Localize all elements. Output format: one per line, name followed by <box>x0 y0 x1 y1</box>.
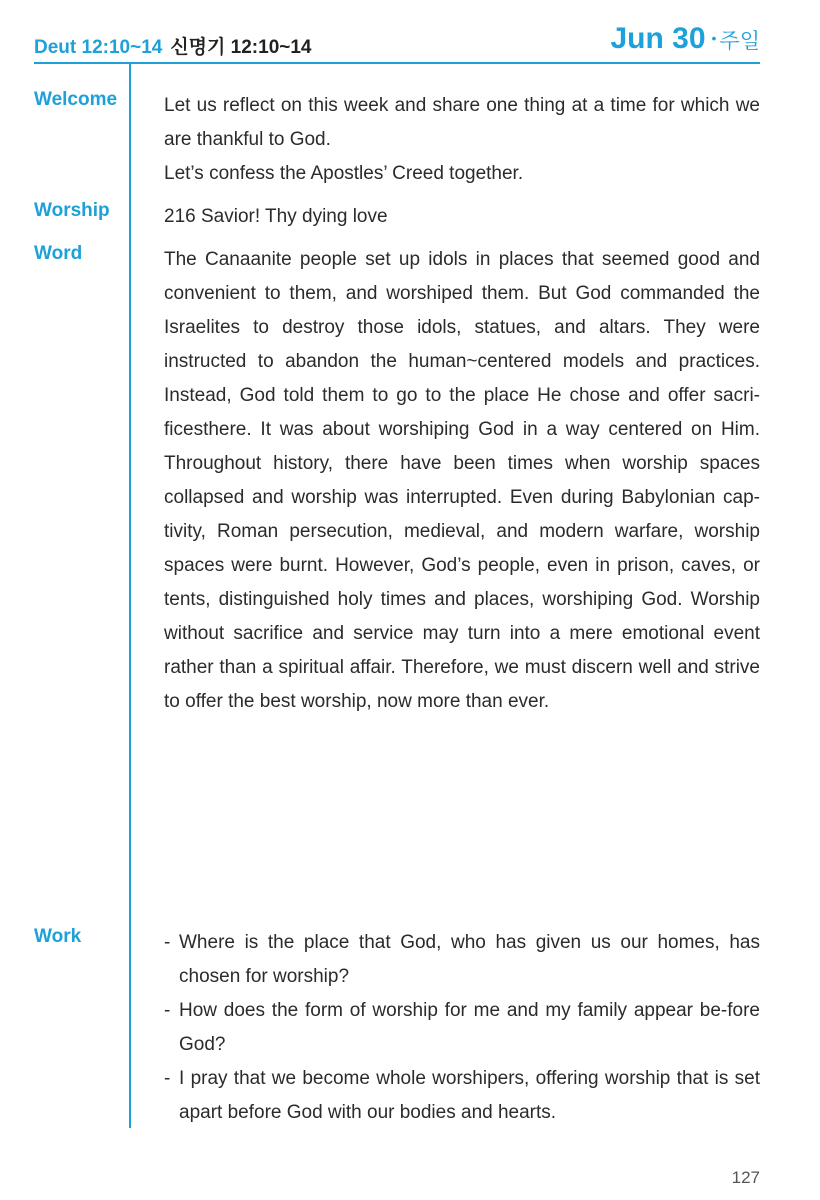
list-item: - I pray that we become whole worshipers, offering worship that is set apart before God with our bodies and hearts. <box>164 1062 760 1130</box>
date-block <box>610 22 760 56</box>
section-label-work: Work <box>34 926 82 947</box>
reference-english: Deut 12:10~14 <box>34 37 163 58</box>
list-item: - How does the form of worship for me and my family appear be-fore God? <box>164 994 760 1062</box>
bullet-separator: • <box>711 30 717 46</box>
section-label-welcome: Welcome <box>34 89 118 110</box>
worship-body <box>164 200 760 234</box>
header-divider <box>34 62 760 64</box>
welcome-line: Let us reflect on this week and share one thing at a time for which we are thankful to God. <box>164 95 760 150</box>
section-label-worship: Worship <box>34 200 110 221</box>
hymn-text: 216 Savior! Thy dying love <box>164 206 388 227</box>
page-number: 127 <box>731 1168 760 1187</box>
scripture-reference <box>34 32 312 59</box>
question-list <box>164 926 760 1130</box>
reference-korean: 신명기 12:10~14 <box>170 37 312 58</box>
section-label-word: Word <box>34 243 83 264</box>
list-item: - Where is the place that God, who has given us our homes, has chosen for worship? <box>164 926 760 994</box>
welcome-line: Let’s confess the Apostles’ Creed together. <box>164 163 524 184</box>
word-paragraph: The Canaanite people set up idols in places that seemed good and convenient to them, and worshiped them. But God commanded the Israelites to destroy those idols, statues, and altars. They were instructed to abandon the human~centered models and practices. Instead, God told them to go to the place He chose and offer sacri-ficesthere. It was about worshiping God in a way centered on Him. Throughout history, there have been times when worship spaces collapsed and worship was interrupted. Even during Babylonian cap-tivity, Roman persecution, medieval, and modern warfare, worship spaces were burnt. However, God’s people, even in prison, caves, or tents, distinguished holy times and places, worshiping God. Worship without sacrifice and service may turn into a mere emotional event rather than a spiritual affair. Therefore, we must discern well and strive to offer the best worship, now more than ever. <box>164 249 760 712</box>
welcome-body <box>164 89 760 191</box>
day-label: 주일 <box>719 30 760 53</box>
date: Jun 30 <box>610 22 706 55</box>
column-divider <box>129 64 131 1128</box>
work-body <box>164 926 760 1130</box>
word-body <box>164 243 760 719</box>
page-header <box>34 22 760 62</box>
